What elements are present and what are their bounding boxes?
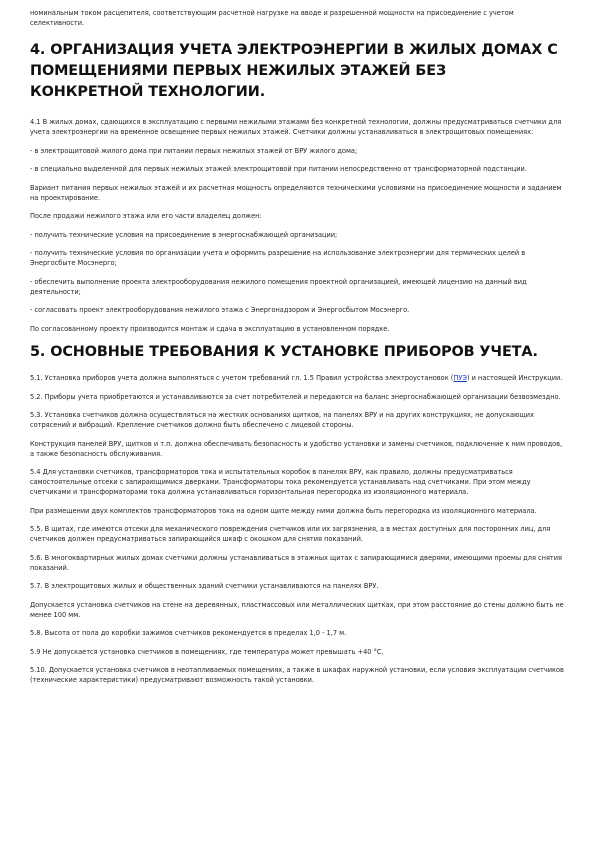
section-5-paragraph: 5.4 Для установки счетчиков, трансформаторов тока и испытательных коробок в панелях ВРУ, как правило, должны предусматриваться самостоятельные отсеки с запирающимися дверками. Трансформаторы тока рекомендуется устанавливать над счетчиками. При этом между счетчиками и трансформаторами тока должна устанавливаться горизонтальная перегородка из изоляционного материала. (30, 468, 531, 496)
section-5-paragraph: При размещении двух комплектов трансформаторов тока на одном щите между ними должна быть перегородка из изоляционного материала. (30, 506, 537, 515)
section-5-paragraph: 5.7. В электрощитовых жилых и общественных зданий счетчики устанавливаются на панелях ВРУ. (30, 582, 379, 590)
paragraph-text: 5.1. Установка приборов учета должна выполняться с учетом требований гл. 1.5 Правил устройства электроустановок ( (30, 374, 454, 382)
section-5-title: 5. ОСНОВНЫЕ ТРЕБОВАНИЯ К УСТАНОВКЕ ПРИБОРОВ УЧЕТА. (30, 344, 538, 360)
section-5-paragraph: 5.9 Не допускается установка счетчиков в помещениях, где температура может превышать +40 °С. (30, 647, 384, 656)
section-5-paragraph: Допускается установка счетчиков на стене на деревянных, пластмассовых или металлических щитках, при этом расстояние до стены должно быть не менее 100 мм. (30, 600, 564, 619)
section-5-paragraph: 5.10. Допускается установка счетчиков в неотапливаемых помещениях, а также в шкафах наружной установки, если условия эксплуатации счетчиков (технические характеристики) предусматривают возможность такой установки. (30, 666, 564, 684)
section-5-paragraph-5-1 (30, 373, 564, 383)
section-4-paragraph: 4.1 В жилых домах, сдающихся в эксплуатацию с первыми нежилыми этажами без конкретной технологии, должны предусматриваться счетчики для учета электроэнергии на временное освещение первых нежилых этажей. Счетчики должны устанавливаться в электрощитовых помещениях: (30, 118, 562, 136)
paragraph-text: ) и настоящей Инструкции. (466, 374, 563, 382)
section-4-paragraph: - получить технические условия по организации учета и оформить разрешение на использование электроэнергии для термических целей в Энергосбыте Мосэнерго; (30, 249, 526, 267)
section-5-paragraph: 5.8. Высота от пола до коробки зажимов счетчиков рекомендуется в пределах 1,0 - 1,7 м. (30, 629, 347, 637)
intro-paragraph-tail: номинальным током расцепителя, соответствующим расчетной нагрузке на вводе и разрешенной мощности на присоединение с учетом селективности. (30, 9, 514, 27)
section-4-paragraph: - в специально выделенной для первых нежилых этажей электрощитовой при питании непосредственно от трансформаторной подстанции. (30, 165, 527, 173)
section-4-title: 4. ОРГАНИЗАЦИЯ УЧЕТА ЭЛЕКТРОЭНЕРГИИ В ЖИЛЫХ ДОМАХ С ПОМЕЩЕНИЯМИ ПЕРВЫХ НЕЖИЛЫХ ЭТАЖЕЙ БЕЗ КОНКРЕТНОЙ ТЕХНОЛОГИИ. (30, 42, 558, 100)
section-4-paragraph: - обеспечить выполнение проекта электрооборудования нежилого помещения проектной организацией, имеющей лицензию на данный вид деятельности; (30, 277, 527, 296)
section-5-paragraph: 5.5. В щитах, где имеются отсеки для механического повреждения счетчиков или их загрязнения, а в местах доступных для посторонних лиц, для счетчиков должен предусматриваться запирающийся шкаф с окошком для снятия показаний. (30, 525, 551, 543)
section-5-paragraph: 5.3. Установка счетчиков должна осуществляться на жестких основаниях щитков, на панелях ВРУ и на других конструкциях, не допускающих сотрясений и вибраций. Крепление счетчиков должно быть обеспечено с лицевой стороны. (30, 411, 534, 429)
section-5-paragraph: Конструкция панелей ВРУ, щитков и т.п. должна обеспечивать безопасность и удобство установки и замены счетчиков, подключение к ним проводов, а также безопасность обслуживания. (30, 439, 563, 458)
section-4-paragraph: - в электрощитовой жилого дома при питании первых нежилых этажей от ВРУ жилого дома; (30, 146, 358, 155)
pue-link[interactable]: ПУЭ (453, 374, 467, 382)
section-5-paragraph: 5.2. Приборы учета приобретаются и устанавливаются за счет потребителей и передаются на баланс энергоснабжающей организации безвозмездно. (30, 392, 561, 401)
section-4 (30, 40, 564, 334)
section-4-paragraph: Вариант питания первых нежилых этажей и их расчетная мощность определяются техническими условиями на присоединение мощности и заданием на проектирование. (30, 183, 562, 202)
section-5-paragraph: 5.6. В многоквартирных жилых домах счетчики должны устанавливаться в этажных щитах с запирающимися дверями, имеющими проемы для снятия показаний. (30, 553, 563, 572)
section-4-paragraph: По согласованному проекту производится монтаж и сдача в эксплуатацию в установленном порядке. (30, 324, 390, 333)
section-4-paragraph: - согласовать проект электрооборудования нежилого этажа с Энергонадзором и Энергосбытом Мосэнерго. (30, 306, 410, 314)
section-4-paragraph: После продажи нежилого этажа или его части владелец должен: (30, 212, 262, 220)
section-5 (30, 342, 564, 685)
section-4-paragraph: - получить технические условия на присоединение в энергоснабжающей организации; (30, 230, 338, 239)
